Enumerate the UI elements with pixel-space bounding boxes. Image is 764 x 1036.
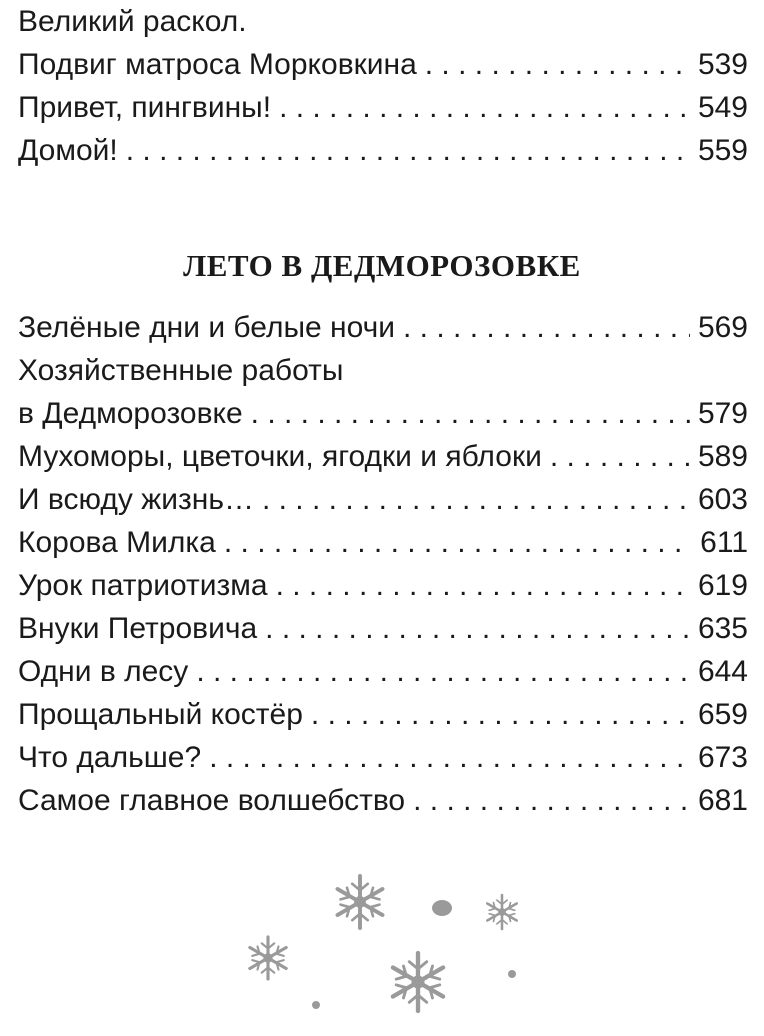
dot-leader bbox=[126, 129, 690, 172]
dot-leader bbox=[265, 607, 690, 650]
toc-entry-title: Домой! bbox=[18, 134, 118, 167]
dot-leader bbox=[251, 392, 690, 435]
snow-dot bbox=[312, 1001, 320, 1009]
dot-leader bbox=[550, 435, 690, 478]
toc-entry bbox=[18, 736, 748, 779]
toc-entry-title: Мухоморы, цветочки, ягодки и яблоки bbox=[18, 440, 542, 473]
toc-entry-page: 603 bbox=[697, 483, 748, 516]
dot-leader bbox=[279, 86, 690, 129]
snowflakes-icon bbox=[230, 860, 530, 1036]
toc-entry-page: 635 bbox=[697, 612, 748, 645]
toc-entry bbox=[18, 607, 748, 650]
toc-entry-title: Прощальный костёр bbox=[18, 698, 303, 731]
dot-leader bbox=[413, 779, 690, 822]
toc-entry-title: Что дальше? bbox=[18, 741, 202, 774]
toc-entry bbox=[18, 0, 748, 43]
toc-entry-title: Урок патриотизма bbox=[18, 569, 268, 602]
toc-entry bbox=[18, 435, 748, 478]
toc-list-bottom bbox=[18, 306, 748, 822]
snow-dot bbox=[508, 970, 516, 978]
toc-entry bbox=[18, 521, 748, 564]
toc-entry-page: 681 bbox=[697, 784, 748, 817]
toc-entry bbox=[18, 564, 748, 607]
toc-entry-page: 539 bbox=[697, 48, 748, 81]
toc-entry-title-line2: в Дедморозовке bbox=[18, 397, 243, 430]
toc-entry-title: Корова Милка bbox=[18, 526, 216, 559]
dot-leader bbox=[262, 478, 690, 521]
dot-leader bbox=[224, 521, 692, 564]
toc-entry-title: Самое главное волшебство bbox=[18, 784, 406, 817]
snowflake-icon bbox=[487, 895, 516, 929]
toc-entry-page: 673 bbox=[697, 741, 748, 774]
toc-entry-title-line1: Хозяйственные работы bbox=[18, 354, 344, 387]
toc-entry-page: 579 bbox=[697, 397, 748, 430]
dot-leader bbox=[311, 693, 690, 736]
toc-entry bbox=[18, 129, 748, 172]
toc-list-top bbox=[18, 0, 748, 172]
toc-entry-page: 619 bbox=[697, 569, 748, 602]
toc-entry-page: 644 bbox=[697, 655, 748, 688]
toc-entry bbox=[18, 478, 748, 521]
toc-entry-title: Великий раскол. bbox=[18, 5, 247, 38]
toc-entry-page: 589 bbox=[697, 440, 748, 473]
toc-entry bbox=[18, 779, 748, 822]
toc-entry bbox=[18, 43, 748, 86]
toc-entry bbox=[18, 693, 748, 736]
snowflake-icon bbox=[338, 876, 383, 928]
dot-leader bbox=[276, 564, 690, 607]
snowflake-icon bbox=[250, 937, 286, 979]
toc-entry-page: 659 bbox=[697, 698, 748, 731]
toc-entry-title: Зелёные дни и белые ночи bbox=[18, 311, 396, 344]
snow-dot bbox=[432, 900, 452, 916]
toc-entry bbox=[18, 86, 748, 129]
toc-entry-title: Привет, пингвины! bbox=[18, 91, 272, 124]
section-heading: ЛЕТО В ДЕДМОРОЗОВКЕ bbox=[183, 248, 581, 283]
toc-entry-title: И всюду жизнь… bbox=[18, 483, 254, 516]
dot-leader bbox=[425, 43, 690, 86]
toc-entry-title: Одни в лесу bbox=[18, 655, 189, 688]
toc-entry-title: Внуки Петровича bbox=[18, 612, 258, 645]
toc-entry bbox=[18, 349, 748, 435]
dot-leader bbox=[196, 650, 690, 693]
toc-entry-title: Подвиг матроса Морковкина bbox=[18, 48, 417, 81]
dot-leader bbox=[403, 306, 690, 349]
toc-entry-page: 549 bbox=[697, 91, 748, 124]
toc-entry-page: 569 bbox=[697, 311, 748, 344]
toc-entry bbox=[18, 650, 748, 693]
toc-entry-page: 611 bbox=[700, 526, 748, 559]
toc-entry-page: 559 bbox=[697, 134, 748, 167]
toc-entry bbox=[18, 306, 748, 349]
dot-leader bbox=[209, 736, 690, 779]
snowflake-icon bbox=[393, 953, 443, 1011]
